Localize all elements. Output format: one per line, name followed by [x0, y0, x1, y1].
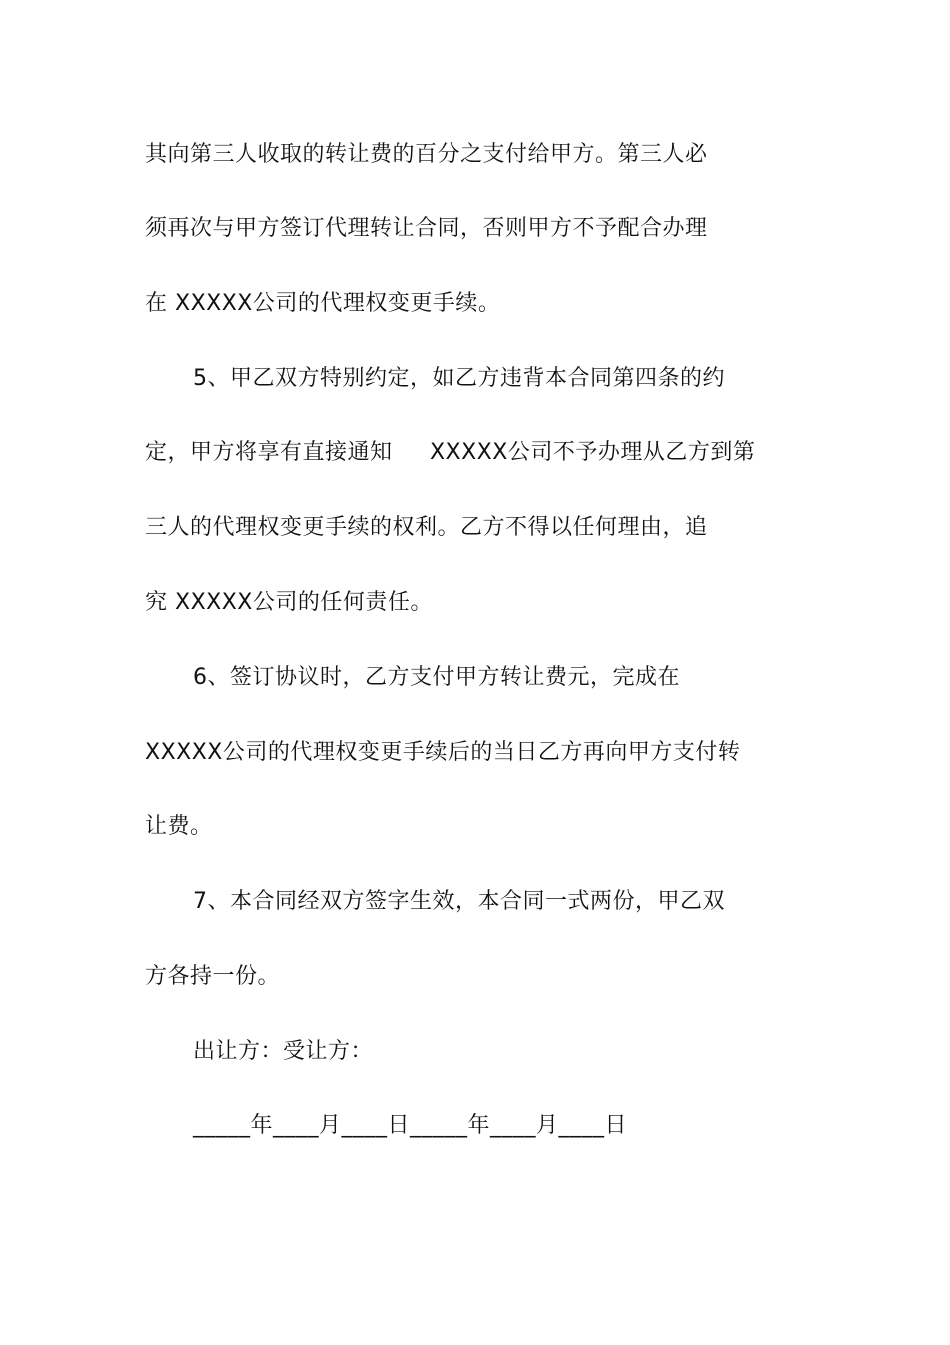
text-line: XXXXX公司的代理权变更手续后的当日乙方再向甲方支付转	[145, 740, 741, 765]
clause-6-start: 6、签订协议时，乙方支付甲方转让费元，完成在	[193, 665, 680, 690]
text-line: 三人的代理权变更手续的权利。乙方不得以任何理由，追	[145, 515, 708, 540]
clause-5-start: 5、甲乙双方特别约定，如乙方违背本合同第四条的约	[193, 366, 725, 391]
clause-7-start: 7、本合同经双方签字生效，本合同一式两份，甲乙双	[193, 889, 725, 914]
signature-dates: _____年____月____日_____年____月____日	[193, 1113, 628, 1138]
text-line: 定，甲方将享有直接通知 XXXXX公司不予办理从乙方到第	[145, 440, 756, 465]
text-line: 在 XXXXX公司的代理权变更手续。	[145, 291, 501, 316]
text-line: 须再次与甲方签订代理转让合同，否则甲方不予配合办理	[145, 216, 708, 241]
text-line: 其向第三人收取的转让费的百分之支付给甲方。第三人必	[145, 142, 708, 167]
text-line: 方各持一份。	[145, 964, 281, 989]
text-line: 让费。	[145, 814, 213, 839]
signature-parties: 出让方：受让方：	[193, 1039, 374, 1064]
text-line: 究 XXXXX公司的任何责任。	[145, 590, 433, 615]
